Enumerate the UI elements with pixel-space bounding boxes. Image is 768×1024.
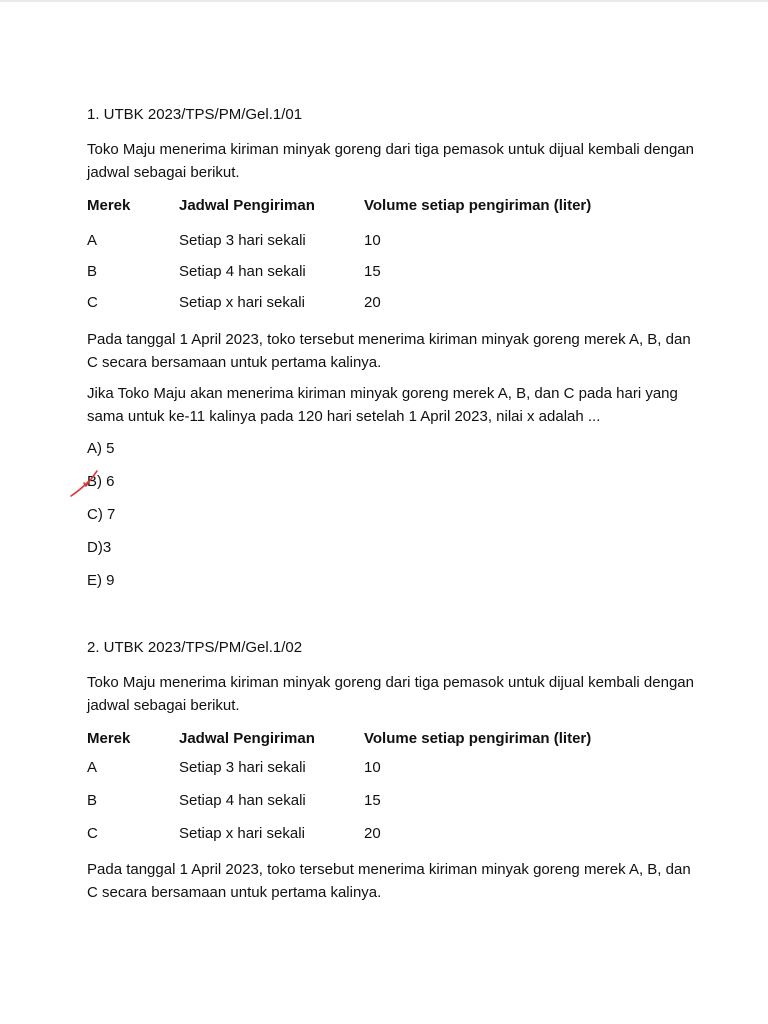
cell-merek: B: [87, 792, 98, 809]
cell-volume: 20: [364, 825, 381, 842]
header-jadwal: Jadwal Pengiriman: [179, 729, 315, 747]
table-header-row: [87, 727, 684, 751]
top-divider: [0, 0, 768, 2]
cell-jadwal: Setiap 3 hari sekali: [179, 231, 306, 249]
cell-merek: C: [87, 825, 98, 842]
table-row: [87, 751, 684, 784]
cell-jadwal: Setiap 3 hari sekali: [179, 759, 306, 776]
cell-jadwal: Setiap 4 han sekali: [179, 262, 306, 280]
question-text: Jika Toko Maju akan menerima kiriman minyak goreng merek A, B, dan C pada hari yang sama untuk ke-11 kalinya pada 120 hari setelah 1 April 2023, nilai x adalah ...: [87, 385, 678, 425]
question-intro: Toko Maju menerima kiriman minyak goreng dari tiga pemasok untuk dijual kembali dengan jadwal sebagai berikut.: [87, 674, 694, 714]
cell-jadwal: Setiap 4 han sekali: [179, 792, 306, 809]
cell-jadwal: Setiap x hari sekali: [179, 825, 305, 842]
header-merek: Merek: [87, 729, 131, 747]
option-c: C) 7: [87, 506, 116, 523]
question-title: 1. UTBK 2023/TPS/PM/Gel.1/01: [87, 106, 303, 123]
option-e: E) 9: [87, 572, 115, 589]
cell-jadwal: Setiap x hari sekali: [179, 293, 305, 311]
cell-merek: A: [87, 231, 98, 249]
cell-merek: C: [87, 293, 98, 311]
cell-merek: A: [87, 759, 98, 776]
table-row: [87, 222, 684, 258]
table-row: [87, 258, 684, 284]
cell-merek: B: [87, 262, 98, 280]
cell-volume: 10: [364, 231, 381, 249]
header-merek: Merek: [87, 196, 131, 214]
header-jadwal: Jadwal Pengiriman: [179, 196, 315, 214]
cell-volume: 10: [364, 759, 381, 776]
question-context: Pada tanggal 1 April 2023, toko tersebut menerima kiriman minyak goreng merek A, B, dan C secara bersamaan untuk pertama kalinya.: [87, 861, 691, 901]
cell-volume: 15: [364, 262, 381, 280]
header-volume: Volume setiap pengiriman (liter): [364, 196, 592, 214]
table-row: [87, 284, 684, 320]
schedule-table: [87, 194, 684, 320]
table-row: [87, 817, 684, 850]
answer-options: [87, 438, 697, 603]
question-1: [87, 104, 697, 603]
cell-volume: 20: [364, 293, 381, 311]
question-title: 2. UTBK 2023/TPS/PM/Gel.1/02: [87, 639, 303, 656]
table-row: [87, 784, 684, 817]
table-header-row: [87, 194, 684, 222]
option-b: B) 6: [87, 473, 115, 490]
question-context: Pada tanggal 1 April 2023, toko tersebut menerima kiriman minyak goreng merek A, B, dan C secara bersamaan untuk pertama kalinya.: [87, 331, 691, 371]
header-volume: Volume setiap pengiriman (liter): [364, 729, 592, 747]
option-a: A) 5: [87, 440, 115, 457]
checkmark-icon: [69, 468, 99, 500]
schedule-table: [87, 727, 684, 850]
question-2: [87, 637, 697, 904]
cell-volume: 15: [364, 792, 381, 809]
option-d: D)3: [87, 539, 112, 556]
question-intro: Toko Maju menerima kiriman minyak goreng dari tiga pemasok untuk dijual kembali dengan jadwal sebagai berikut.: [87, 141, 694, 181]
